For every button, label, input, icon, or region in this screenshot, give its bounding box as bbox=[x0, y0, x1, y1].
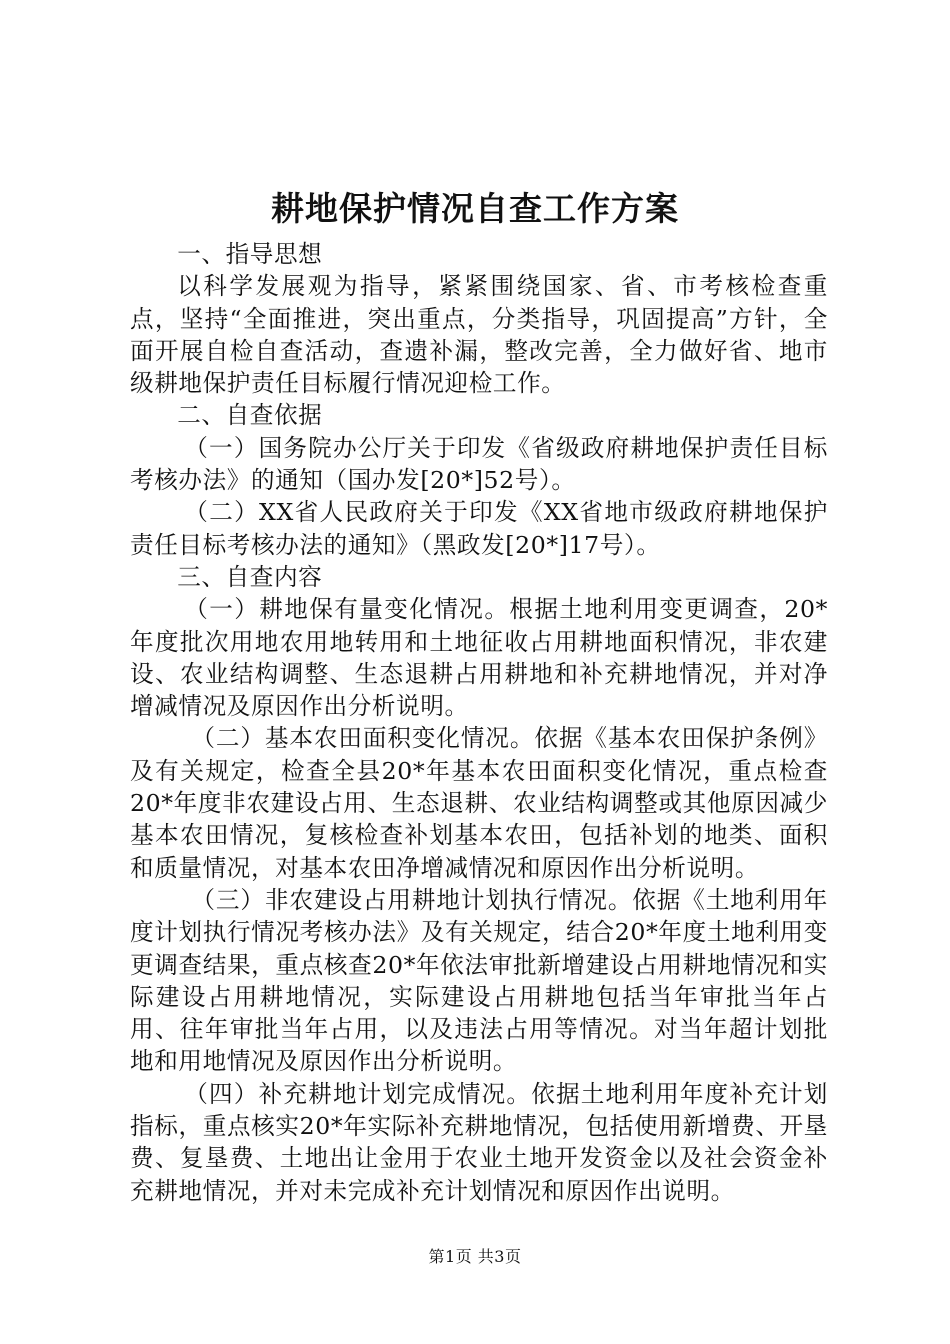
section-heading-guiding-ideology: 一、指导思想 bbox=[177, 240, 323, 268]
section-heading-content: 三、自查内容 bbox=[177, 562, 323, 591]
page-number: 第1页 共3页 bbox=[428, 1247, 522, 1266]
document-body bbox=[130, 238, 828, 1207]
section-heading-basis: 二、自查依据 bbox=[177, 401, 323, 430]
paragraph-content-2: （二）基本农田面积变化情况。依据《基本农田保护条例》及有关规定，检查全县20*年基本农田面积变化情况，重点检查20*年度非农建设占用、生态退耕、农业结构调整或其他原因减少基本农田情况，复核检查补划基本农田，包括补划的地类、面积和质量情况，对基本农田净增减情况和原因作出分析说明。 bbox=[130, 724, 828, 882]
paragraph-content-1: （一）耕地保有量变化情况。根据土地利用变更调查，20*年度批次用地农用地转用和土地征收占用耕地面积情况，非农建设、农业结构调整、生态退耕占用耕地和补充耕地情况，并对净增减情况及原因作出分析说明。 bbox=[130, 595, 828, 721]
paragraph-content-4: （四）补充耕地计划完成情况。依据土地利用年度补充计划指标，重点核实20*年实际补充耕地情况，包括使用新增费、开垦费、复垦费、土地出让金用于农业土地开发资金以及社会资金补充耕地情况，并对未完成补充计划情况和原因作出说明。 bbox=[130, 1079, 828, 1205]
paragraph-guiding-ideology: 以科学发展观为指导，紧紧围绕国家、省、市考核检查重点，坚持“全面推进，突出重点，分类指导，巩固提高”方针，全面开展自检自查活动，查遗补漏，整改完善，全力做好省、地市级耕地保护责任目标履行情况迎检工作。 bbox=[130, 272, 828, 398]
paragraph-basis-2: （二）XX省人民政府关于印发《XX省地市级政府耕地保护责任目标考核办法的通知》（黑政发[20*]17号）。 bbox=[130, 498, 828, 559]
paragraph-content-3: （三）非农建设占用耕地计划执行情况。依据《土地利用年度计划执行情况考核办法》及有关规定，结合20*年度土地利用变更调查结果，重点核查20*年依法审批新增建设占用耕地情况和实际建设占用耕地情况，实际建设占用耕地包括当年审批当年占用、往年审批当年占用，以及违法占用等情况。对当年超计划批地和用地情况及原因作出分析说明。 bbox=[130, 885, 828, 1076]
document-title: 耕地保护情况自查工作方案 bbox=[271, 189, 679, 228]
paragraph-basis-1: （一）国务院办公厅关于印发《省级政府耕地保护责任目标考核办法》的通知（国办发[20*]52号）。 bbox=[130, 433, 828, 495]
